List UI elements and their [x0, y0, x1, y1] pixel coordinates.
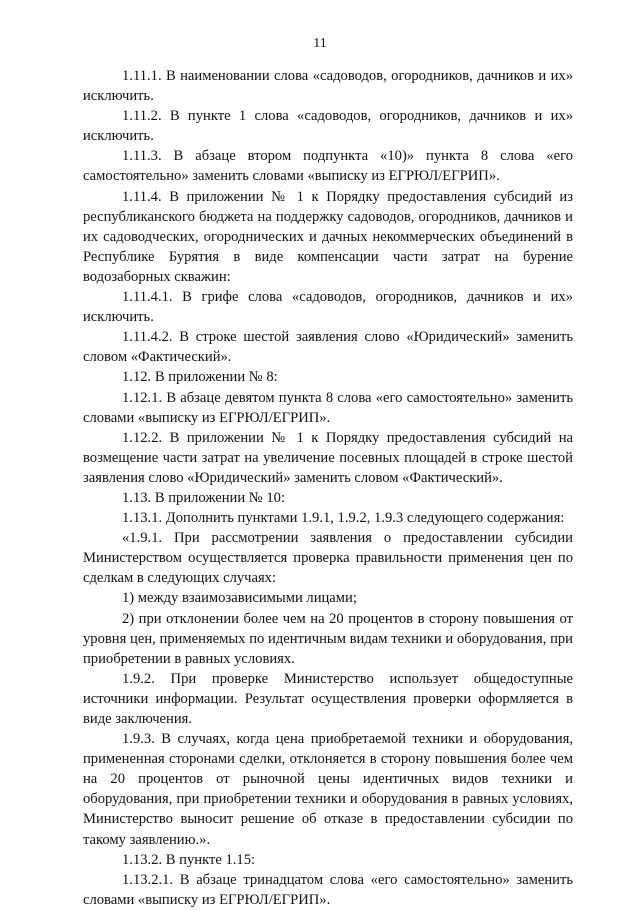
paragraph-1-12-1: 1.12.1. В абзаце девятом пункта 8 слова «его самостоятельно» заменить словами «выписку из ЕГРЮЛ/ЕГРИП».: [83, 389, 573, 426]
paragraph-1-12-2: 1.12.2. В приложении № 1 к Порядку предоставления субсидий на возмещение части затрат на увеличение посевных площадей в строке шестой заявления слово «Юридический» заменить словом «Фактический».: [83, 429, 573, 486]
paragraph-1-12: 1.12. В приложении № 8:: [122, 369, 278, 386]
paragraph-1-11-4-2: 1.11.4.2. В строке шестой заявления слово «Юридический» заменить словом «Фактический».: [83, 329, 573, 366]
paragraph-1-11-4-1: 1.11.4.1. В грифе слова «садоводов, огородников, дачников и их» исключить.: [83, 289, 573, 326]
paragraph-1-11-1: 1.11.1. В наименовании слова «садоводов, огородников, дачников и их» исключить.: [83, 68, 573, 105]
paragraph-1-9-1: «1.9.1. При рассмотрении заявления о предоставлении субсидии Министерством осуществляется проверка правильности применения цен по сделкам в следующих случаях:: [83, 530, 573, 587]
list-item-2: 2) при отклонении более чем на 20 процентов в сторону повышения от уровня цен, применяемых по идентичным видам техники и оборудования, при приобретении в равных условиях.: [83, 610, 573, 667]
paragraph-1-9-3: 1.9.3. В случаях, когда цена приобретаемой техники и оборудования, примененная сторонами сделки, отклоняется в сторону повышения более чем на 20 процентов от рыночной цены идентичных видов техники и оборудования, при приобретении техники и оборудования в равных условиях, Министерство выносит решение об отказе в предоставлении субсидии по такому заявлению.».: [83, 731, 573, 848]
paragraph-1-13: 1.13. В приложении № 10:: [122, 489, 286, 506]
page-number: 11: [313, 36, 327, 51]
document-body: [83, 66, 573, 910]
paragraph-1-13-2: 1.13.2. В пункте 1.15:: [122, 851, 256, 868]
paragraph-1-13-2-1: 1.13.2.1. В абзаце тринадцатом слова «его самостоятельно» заменить словами «выписку из ЕГРЮЛ/ЕГРИП».: [83, 871, 573, 908]
paragraph-1-9-2: 1.9.2. При проверке Министерство использует общедоступные источники информации. Результат осуществления проверки оформляется в виде заключения.: [83, 670, 573, 727]
paragraph-1-11-2: 1.11.2. В пункте 1 слова «садоводов, огородников, дачников и их» исключить.: [83, 108, 573, 145]
list-item-1: 1) между взаимозависимыми лицами;: [122, 590, 357, 607]
paragraph-1-11-4: 1.11.4. В приложении № 1 к Порядку предоставления субсидий из республиканского бюджета на поддержку садоводов, огородников, дачников и их садоводческих, огороднических и дачных некоммерческих объединений в Республике Бурятия в виде компенсации части затрат на бурение водозаборных скважин:: [83, 188, 573, 285]
paragraph-1-11-3: 1.11.3. В абзаце втором подпункта «10)» пункта 8 слова «его самостоятельно» заменить словами «выписку из ЕГРЮЛ/ЕГРИП».: [83, 148, 573, 185]
paragraph-1-13-1: 1.13.1. Дополнить пунктами 1.9.1, 1.9.2, 1.9.3 следующего содержания:: [122, 510, 565, 527]
